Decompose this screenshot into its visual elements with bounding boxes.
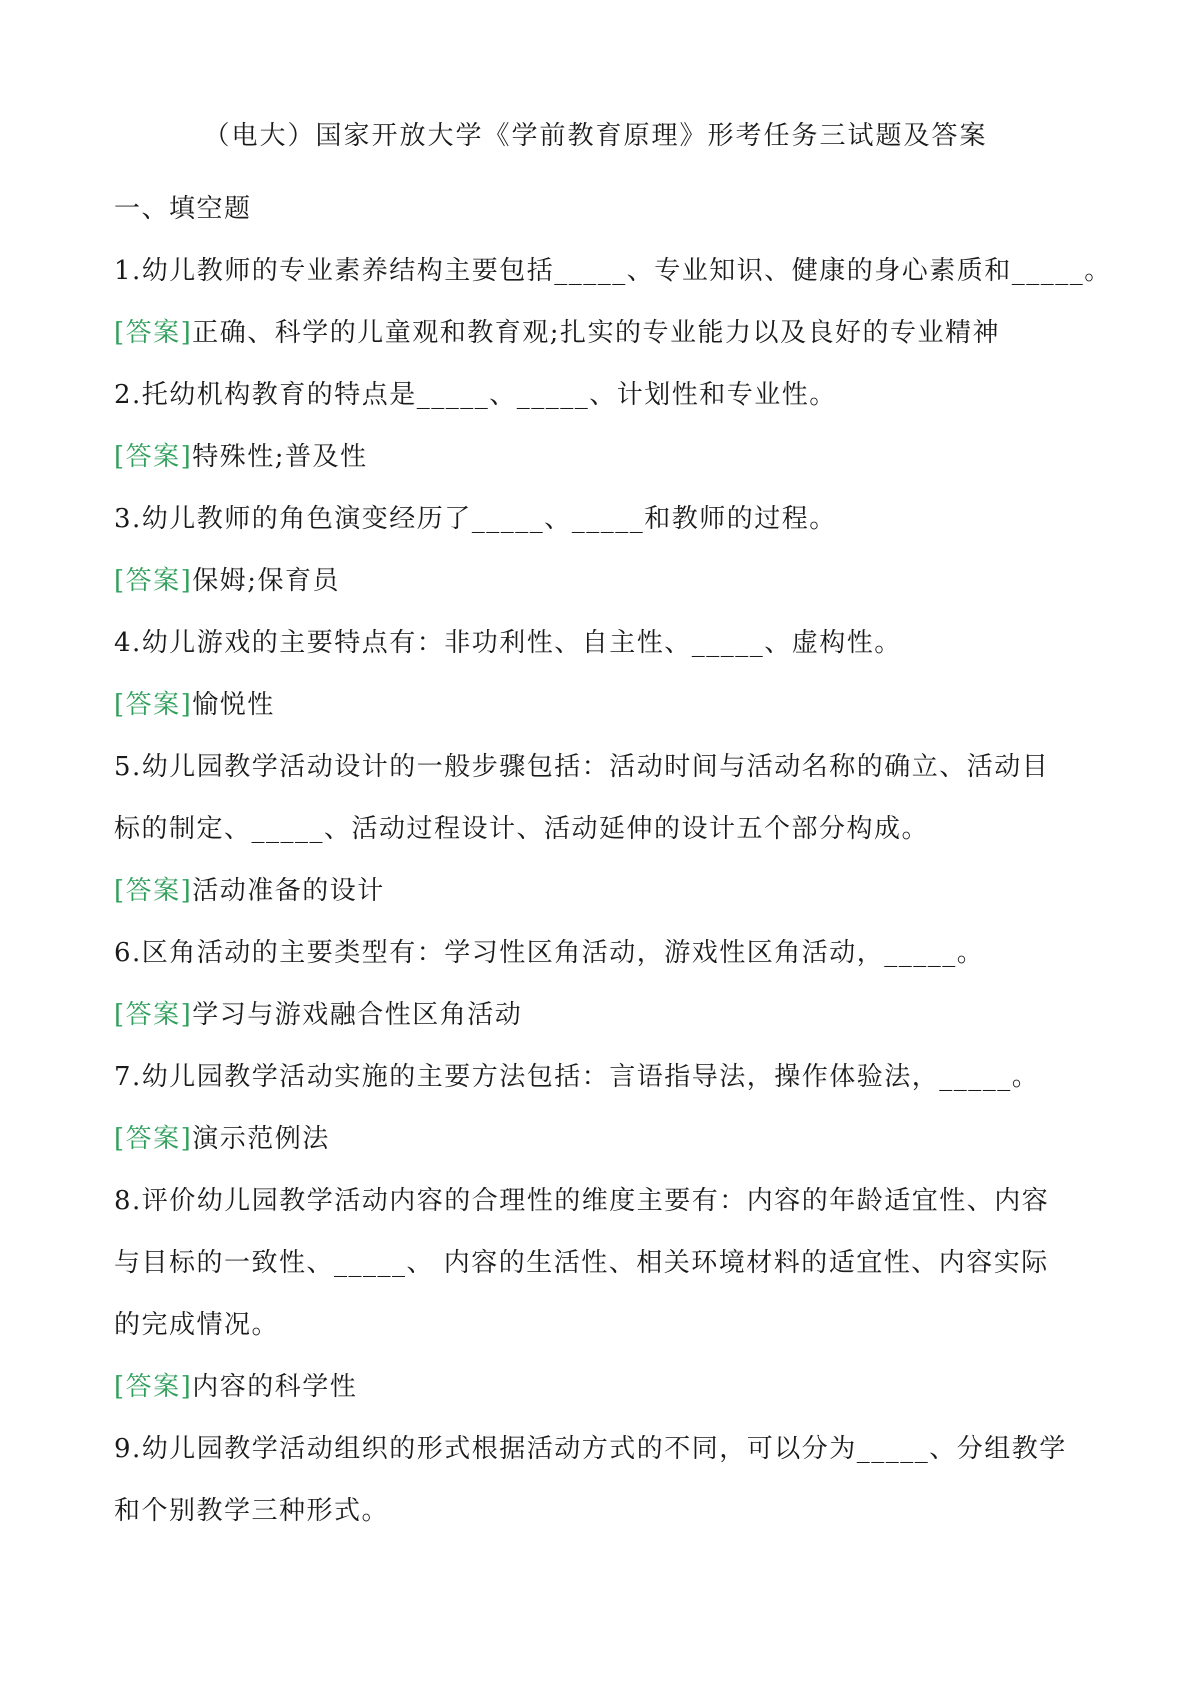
answer-4 (114, 674, 1094, 736)
answer-label: [答案] (114, 690, 193, 720)
answer-text: 内容的科学性 (192, 1372, 358, 1402)
question-2: 2.托幼机构教育的特点是_____、_____、计划性和专业性。 (114, 380, 837, 410)
question-8-line-3: 的完成情况。 (114, 1310, 280, 1340)
question-5-line-1: 5.幼儿园教学活动设计的一般步骤包括：活动时间与活动名称的确立、活动目 (114, 752, 1050, 782)
answer-8 (114, 1356, 1094, 1418)
answer-label: [答案] (114, 442, 193, 472)
answer-1 (114, 302, 1094, 364)
answer-label: [答案] (114, 318, 193, 348)
answer-label: [答案] (114, 1124, 193, 1154)
section-heading: 一、填空题 (114, 194, 252, 224)
document-title: （电大）国家开放大学《学前教育原理》形考任务三试题及答案 (203, 121, 988, 151)
answer-text: 正确、科学的儿童观和教育观;扎实的专业能力以及良好的专业精神 (192, 318, 1001, 348)
question-5-line-2: 标的制定、_____、活动过程设计、活动延伸的设计五个部分构成。 (114, 814, 930, 844)
question-9-line-2: 和个别教学三种形式。 (114, 1496, 390, 1526)
answer-2 (114, 426, 1094, 488)
answer-5 (114, 860, 1094, 922)
question-6: 6.区角活动的主要类型有：学习性区角活动，游戏性区角活动，_____。 (114, 938, 985, 968)
answer-label: [答案] (114, 566, 193, 596)
question-8-line-1: 8.评价幼儿园教学活动内容的合理性的维度主要有：内容的年龄适宜性、内容 (114, 1186, 1050, 1216)
answer-text: 演示范例法 (192, 1124, 330, 1154)
answer-label: [答案] (114, 1372, 193, 1402)
question-7: 7.幼儿园教学活动实施的主要方法包括：言语指导法，操作体验法，_____。 (114, 1062, 1040, 1092)
document-body (114, 178, 1112, 1542)
question-3: 3.幼儿教师的角色演变经历了_____、_____和教师的过程。 (114, 504, 837, 534)
answer-text: 学习与游戏融合性区角活动 (192, 1000, 523, 1030)
answer-label: [答案] (114, 876, 193, 906)
question-9-line-1: 9.幼儿园教学活动组织的形式根据活动方式的不同，可以分为_____、分组教学 (114, 1434, 1067, 1464)
question-1: 1.幼儿教师的专业素养结构主要包括_____、专业知识、健康的身心素质和_____。 (114, 256, 1112, 286)
answer-text: 保姆;保育员 (192, 566, 341, 596)
answer-text: 特殊性;普及性 (192, 442, 368, 472)
question-4: 4.幼儿游戏的主要特点有：非功利性、自主性、_____、虚构性。 (114, 628, 902, 658)
answer-label: [答案] (114, 1000, 193, 1030)
question-8-line-2: 与目标的一致性、_____、 内容的生活性、相关环境材料的适宜性、内容实际 (114, 1248, 1049, 1278)
answer-7 (114, 1108, 1094, 1170)
answer-6 (114, 984, 1094, 1046)
answer-text: 愉悦性 (192, 690, 275, 720)
answer-3 (114, 550, 1094, 612)
answer-text: 活动准备的设计 (192, 876, 385, 906)
